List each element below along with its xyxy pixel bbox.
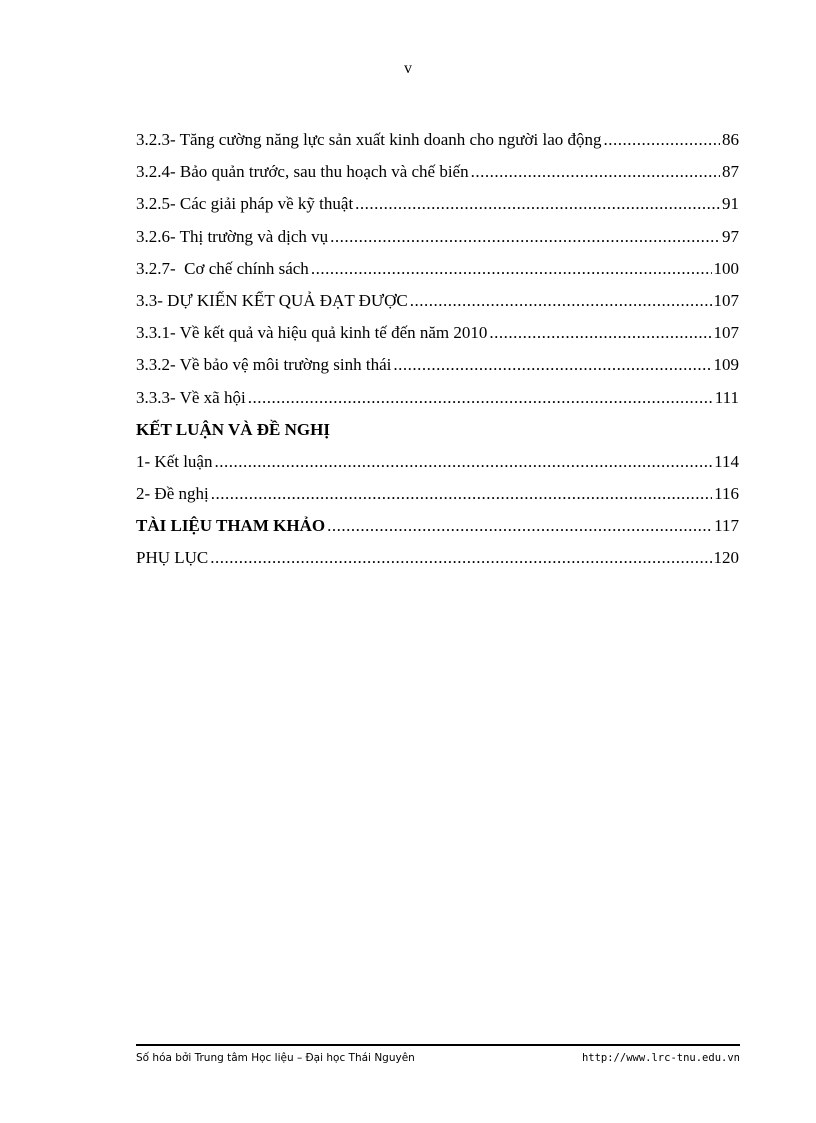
toc-leader-dots [604, 130, 721, 150]
toc-leader-dots [210, 548, 711, 568]
toc-entry-page: 91 [722, 194, 739, 214]
toc-entry-label: 3.3- DỰ KIẾN KẾT QUẢ ĐẠT ĐƯỢC [136, 290, 408, 310]
toc-leader-dots [327, 516, 712, 536]
toc-entry-label: 3.3.2- Về bảo vệ môi trường sinh thái [136, 355, 392, 375]
toc-entry-label: 3.2.7- Cơ chế chính sách [136, 258, 309, 278]
toc-entry-label: 2- Đề nghị [136, 484, 209, 504]
toc-entry-page: 107 [713, 290, 739, 310]
toc-entry-page: 116 [714, 484, 739, 504]
toc-entry-page: 97 [722, 226, 739, 246]
toc-entry[interactable] [136, 130, 739, 162]
toc-entry[interactable] [136, 548, 739, 580]
toc-leader-dots [410, 291, 712, 311]
toc-entry-page: 111 [714, 387, 739, 407]
toc-entry[interactable] [136, 194, 739, 226]
toc-entry[interactable] [136, 162, 739, 194]
toc-entry[interactable] [136, 452, 739, 484]
toc-leader-dots [330, 227, 720, 247]
toc-entry-label: 3.3.3- Về xã hội [136, 387, 246, 407]
toc-entry-page: 86 [722, 130, 739, 149]
toc-entry[interactable] [136, 388, 739, 420]
toc-entry[interactable] [136, 484, 739, 516]
footer-url[interactable]: http://www.lrc-tnu.edu.vn [581, 1052, 740, 1064]
toc-entry-label: TÀI LIỆU THAM KHẢO [136, 516, 326, 536]
toc-entry-label: 3.2.3- Tăng cường năng lực sản xuất kinh doanh cho người lao động [136, 130, 602, 149]
toc-entry-page: 114 [714, 451, 739, 471]
toc-leader-dots [211, 484, 712, 504]
toc-entry[interactable] [136, 227, 739, 259]
toc-leader-dots [393, 355, 711, 375]
toc-leader-dots [355, 194, 720, 214]
table-of-contents [136, 130, 739, 581]
toc-entry[interactable] [136, 259, 739, 291]
toc-entry-label: 1- Kết luận [136, 451, 213, 471]
toc-section-heading[interactable] [136, 420, 739, 452]
toc-entry-page: 100 [713, 258, 739, 278]
toc-entry[interactable] [136, 291, 739, 323]
toc-entry-page: 109 [713, 355, 739, 375]
page-number: v [404, 60, 412, 77]
toc-entry-page: 120 [713, 548, 739, 568]
toc-leader-dots [489, 323, 711, 343]
toc-entry-page: 117 [714, 516, 739, 536]
toc-entry[interactable] [136, 355, 739, 387]
toc-entry-page: 107 [713, 323, 739, 343]
toc-entry[interactable] [136, 516, 739, 548]
toc-entry-label: 3.2.4- Bảo quản trước, sau thu hoạch và chế biến [136, 162, 469, 182]
toc-entry-label: PHỤ LỤC [136, 548, 209, 568]
toc-entry-label: 3.2.5- Các giải pháp về kỹ thuật [136, 194, 354, 214]
toc-entry-label: 3.2.6- Thị trường và dịch vụ [136, 226, 329, 246]
toc-entry-label: KẾT LUẬN VÀ ĐỀ NGHỊ [136, 419, 330, 439]
toc-entry-page: 87 [722, 162, 739, 182]
toc-leader-dots [248, 388, 713, 408]
footer-source: Số hóa bởi Trung tâm Học liệu – Đại học Thái Nguyên [136, 1052, 415, 1064]
toc-entry-label: 3.3.1- Về kết quả và hiệu quả kinh tế đến năm 2010 [136, 323, 488, 343]
footer-divider [136, 1044, 740, 1046]
toc-leader-dots [214, 452, 712, 472]
toc-leader-dots [471, 162, 720, 182]
toc-entry[interactable] [136, 323, 739, 355]
toc-leader-dots [311, 259, 712, 279]
